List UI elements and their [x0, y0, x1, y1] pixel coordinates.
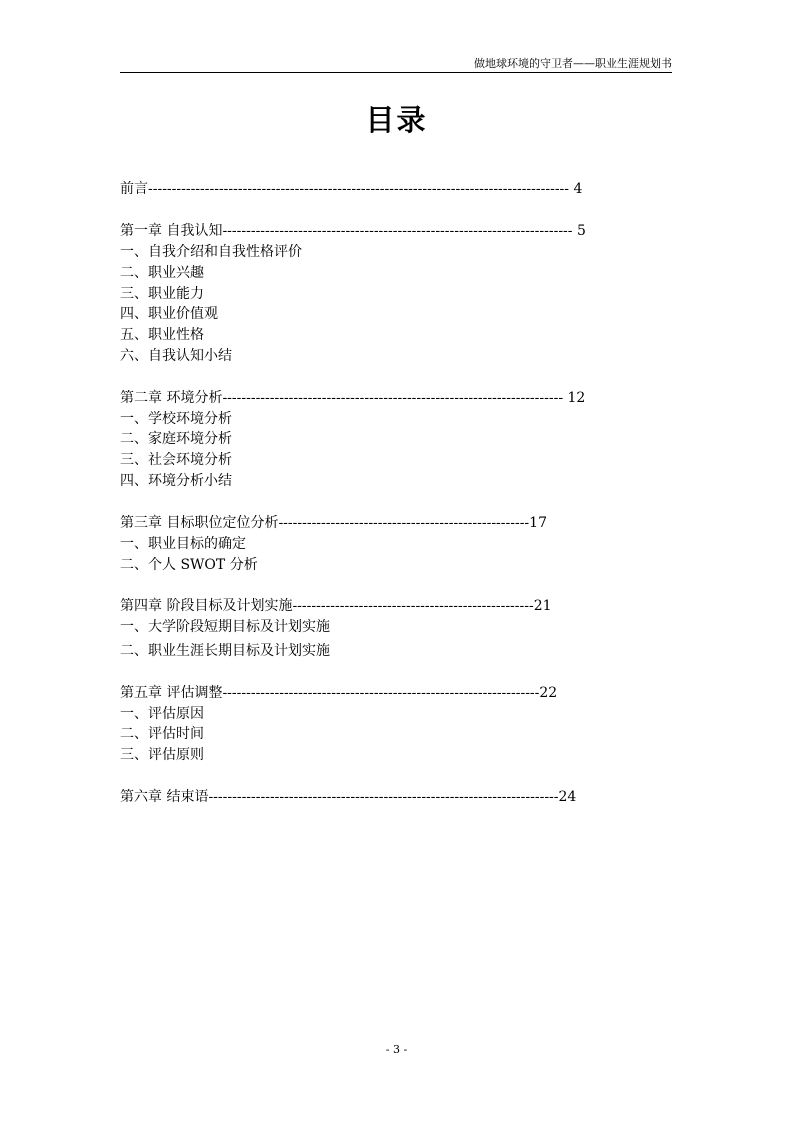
toc-item[interactable]: 三、职业能力: [120, 286, 204, 302]
page-title: 目录: [365, 103, 428, 137]
toc-item[interactable]: 五、职业性格: [120, 327, 204, 343]
header-text: 做地球环境的守卫者——职业生涯规划书: [474, 57, 672, 70]
toc-item[interactable]: 一、职业目标的确定: [120, 536, 246, 552]
toc-chapter-6[interactable]: 第六章 结束语--------------------------------------------------------------------------24: [120, 789, 577, 805]
toc-chapter-5[interactable]: 第五章 评估调整-------------------------------------------------------------------22: [120, 685, 558, 701]
toc-item[interactable]: 三、社会环境分析: [120, 452, 232, 468]
page-header: [120, 58, 672, 73]
toc-item[interactable]: 四、环境分析小结: [120, 473, 232, 489]
toc-item[interactable]: 六、自我认知小结: [120, 348, 232, 364]
toc-item[interactable]: 一、学校环境分析: [120, 411, 232, 427]
toc-chapter-2[interactable]: 第二章 环境分析------------------------------------------------------------------------ 12: [120, 390, 586, 406]
toc-item[interactable]: 二、职业兴趣: [120, 265, 204, 281]
toc-item[interactable]: 四、职业价值观: [120, 306, 218, 322]
toc-item[interactable]: 一、评估原因: [120, 706, 204, 722]
page-number: - 3 -: [385, 1043, 408, 1056]
toc-item[interactable]: 三、评估原则: [120, 747, 204, 763]
toc-item[interactable]: 一、自我介绍和自我性格评价: [120, 244, 302, 260]
toc-item[interactable]: 二、家庭环境分析: [120, 431, 232, 447]
toc-item[interactable]: 二、个人 SWOT 分析: [120, 557, 258, 573]
toc-item[interactable]: 一、大学阶段短期目标及计划实施: [120, 619, 330, 635]
toc-chapter-1[interactable]: 第一章 自我认知-------------------------------------------------------------------------- 5: [120, 223, 586, 239]
toc-chapter-3[interactable]: 第三章 目标职位定位分析-----------------------------------------------------17: [120, 515, 547, 531]
toc-chapter-4[interactable]: 第四章 阶段目标及计划实施---------------------------------------------------21: [120, 598, 552, 614]
toc-item[interactable]: 二、评估时间: [120, 726, 204, 742]
toc-item[interactable]: 二、职业生涯长期目标及计划实施: [120, 643, 330, 659]
toc-entry-preface[interactable]: 前言----------------------------------------------------------------------------------------- 4: [120, 181, 583, 197]
